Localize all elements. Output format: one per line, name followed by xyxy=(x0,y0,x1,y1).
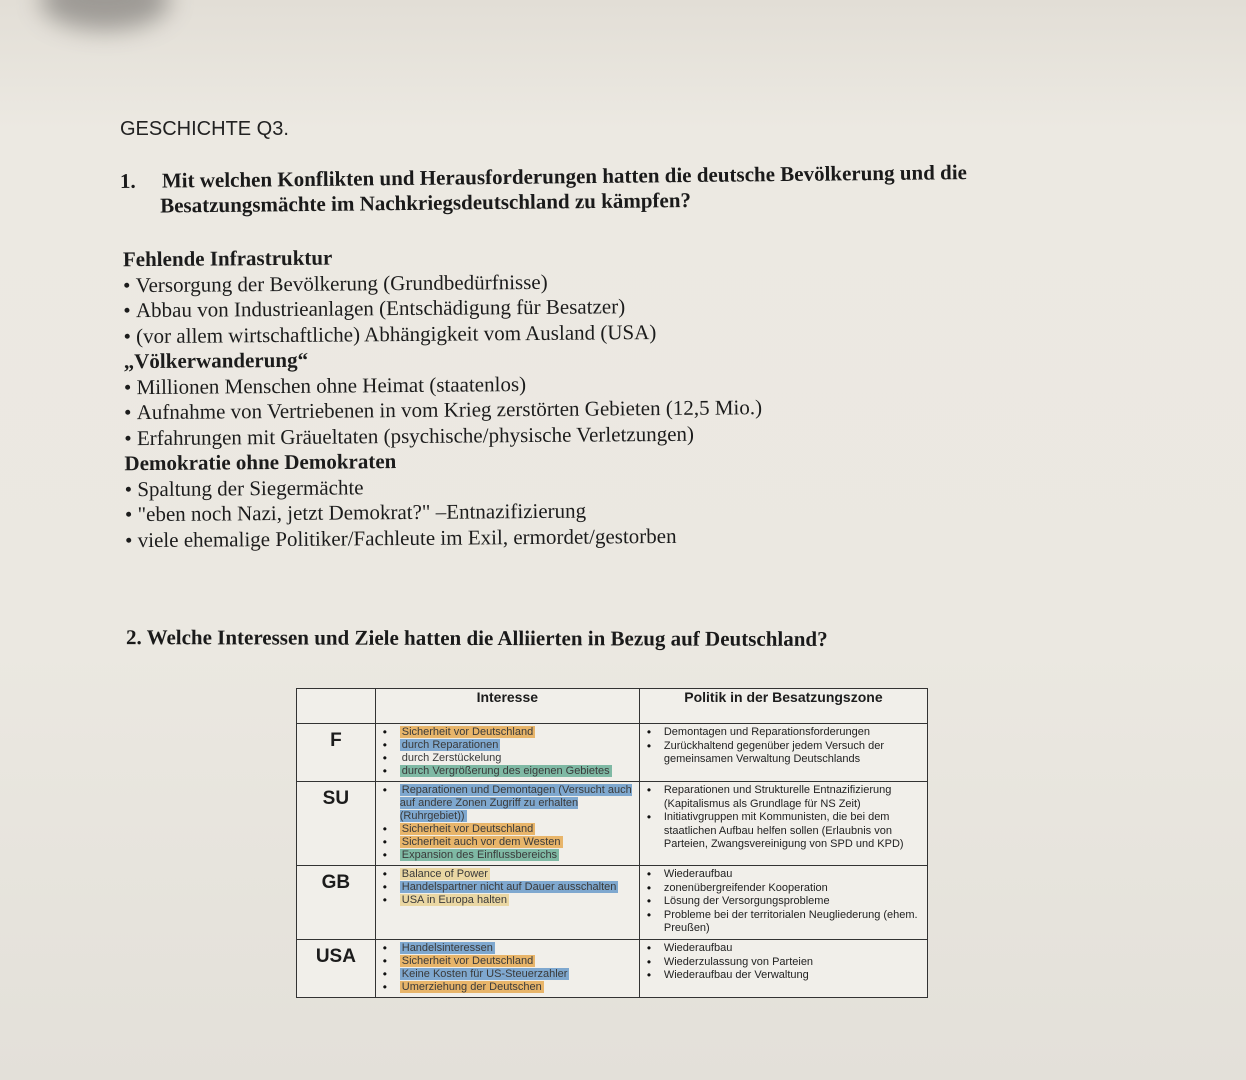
bullet-item: • "eben noch Nazi, jetzt Demokrat?" –Entnazifizierung xyxy=(125,496,945,528)
bullet-item: • viele ehemalige Politiker/Fachleute im Exil, ermordet/gestorben xyxy=(125,521,945,553)
interest-item xyxy=(380,739,635,752)
interest-item xyxy=(380,836,635,849)
interests-list xyxy=(376,724,639,781)
policy-list xyxy=(640,940,927,986)
policy-cell xyxy=(639,782,927,866)
table-header-row xyxy=(297,689,928,724)
section-heading: Fehlende Infrastruktur xyxy=(122,245,333,272)
interest-text: durch Zerstückelung xyxy=(401,752,502,764)
header-country xyxy=(297,689,376,724)
policy-item: • Lösung der Versorgungsprobleme xyxy=(644,895,923,909)
policy-cell xyxy=(639,724,927,782)
country-cell: USA xyxy=(297,939,376,997)
allies-table xyxy=(296,688,928,998)
bullet-item: • Millionen Menschen ohne Heimat (staatenlos) xyxy=(124,368,944,400)
finger-shadow xyxy=(40,0,170,30)
header-policy: Politik in der Besatzungszone xyxy=(639,689,927,724)
interests-list xyxy=(376,782,639,865)
question-1-line-1: Mit welchen Konflikten und Herausforderungen hatten die deutsche Bevölkerung und die xyxy=(161,160,968,193)
policy-list xyxy=(640,866,927,939)
policy-item: • Wiederaufbau der Verwaltung xyxy=(644,969,923,983)
interest-text: Sicherheit vor Deutschland xyxy=(401,726,534,738)
bullet-item: • Aufnahme von Vertriebenen in vom Krieg zerstörten Gebieten (12,5 Mio.) xyxy=(124,394,944,426)
interest-item xyxy=(380,881,635,894)
bullet-item: • Erfahrungen mit Gräueltaten (psychische/physische Verletzungen) xyxy=(124,419,944,451)
subject-title: GESCHICHTE Q3. xyxy=(120,118,289,140)
answer-list xyxy=(123,241,945,553)
interest-item xyxy=(380,955,635,968)
interest-text: Sicherheit vor Deutschland xyxy=(401,823,534,835)
country-cell: F xyxy=(297,724,376,782)
country-cell: GB xyxy=(297,866,376,940)
interest-text: USA in Europa halten xyxy=(401,894,507,906)
policy-list xyxy=(640,782,927,855)
policy-item: • Zurückhaltend gegenüber jedem Versuch der gemeinsamen Verwaltung Deutschlands xyxy=(644,740,923,767)
interest-item xyxy=(380,981,635,994)
question-1-line-2: Besatzungsmächte im Nachkriegsdeutschland zu kämpfen? xyxy=(160,187,692,218)
interest-item xyxy=(380,752,635,765)
interest-text: Sicherheit auch vor dem Westen xyxy=(401,836,561,848)
section-heading: Demokratie ohne Demokraten xyxy=(124,449,397,476)
table-row xyxy=(297,939,928,997)
interest-text: Sicherheit vor Deutschland xyxy=(401,954,534,967)
interest-text: Reparationen und Demontagen (Versucht auch auf andere Zonen Zugriff zu erhalten (Ruhrgebiet)) xyxy=(399,784,632,822)
policy-cell xyxy=(639,866,927,940)
policy-list xyxy=(640,724,927,770)
policy-item: • Probleme bei der territorialen Neugliederung (ehem. Preußen) xyxy=(644,909,923,936)
question-1-number: 1. xyxy=(119,168,136,193)
interest-item xyxy=(380,823,635,836)
country-cell: SU xyxy=(297,782,376,866)
interest-text: Balance of Power xyxy=(401,868,488,880)
interest-text: Handelspartner nicht auf Dauer ausschalten xyxy=(401,881,617,893)
table-row xyxy=(297,724,928,782)
interests-cell xyxy=(375,939,639,997)
interest-text: durch Reparationen xyxy=(401,739,499,751)
interest-text: durch Vergrößerung des eigenen Gebietes xyxy=(401,765,610,777)
bullet-item: • Spaltung der Siegermächte xyxy=(125,470,945,502)
interests-list xyxy=(376,866,639,910)
bullet-item: • Abbau von Industrieanlagen (Entschädigung für Besatzer) xyxy=(123,292,943,324)
interest-item xyxy=(380,784,635,823)
interest-text: Keine Kosten für US-Steuerzahler xyxy=(401,967,568,980)
interest-item xyxy=(380,849,635,862)
header-interests: Interesse xyxy=(375,689,639,724)
interest-item xyxy=(380,894,635,907)
interest-item xyxy=(380,868,635,881)
interests-cell xyxy=(375,782,639,866)
policy-cell xyxy=(639,939,927,997)
table-row xyxy=(297,866,928,940)
interests-list xyxy=(376,940,639,997)
table-body xyxy=(297,724,928,998)
question-2: 2. Welche Interessen und Ziele hatten die Alliierten in Bezug auf Deutschland? xyxy=(125,625,828,651)
interest-item xyxy=(380,765,635,778)
policy-item: • zonenübergreifender Kooperation xyxy=(644,882,923,896)
bullet-item: • (vor allem wirtschaftliche) Abhängigkeit vom Ausland (USA) xyxy=(123,317,943,349)
table-row xyxy=(297,782,928,866)
section-heading: „Völkerwanderung“ xyxy=(123,347,309,374)
interests-cell xyxy=(375,724,639,782)
policy-item: • Wiederaufbau xyxy=(644,942,923,956)
interests-cell xyxy=(375,866,639,940)
question-1 xyxy=(120,159,1070,219)
interest-item xyxy=(380,726,635,739)
interest-item xyxy=(380,942,635,955)
policy-item: • Reparationen und Strukturelle Entnazifizierung (Kapitalismus als Grundlage für NS Zeit) xyxy=(644,784,923,811)
policy-item: • Initiativgruppen mit Kommunisten, die bei dem staatlichen Aufbau helfen sollen (Erlaubnis von Parteien, Zwangsvereinigung von SPD und KPD) xyxy=(644,811,923,852)
bullet-item: • Versorgung der Bevölkerung (Grundbedürfnisse) xyxy=(123,266,943,298)
policy-item: • Wiederzulassung von Parteien xyxy=(644,956,923,970)
interest-text: Expansion des Einflussbereichs xyxy=(401,849,558,861)
policy-item: • Wiederaufbau xyxy=(644,868,923,882)
policy-item: • Demontagen und Reparationsforderungen xyxy=(644,726,923,740)
interest-item xyxy=(380,968,635,981)
interest-text: Handelsinteressen xyxy=(401,941,493,954)
interest-text: Umerziehung der Deutschen xyxy=(401,980,542,993)
